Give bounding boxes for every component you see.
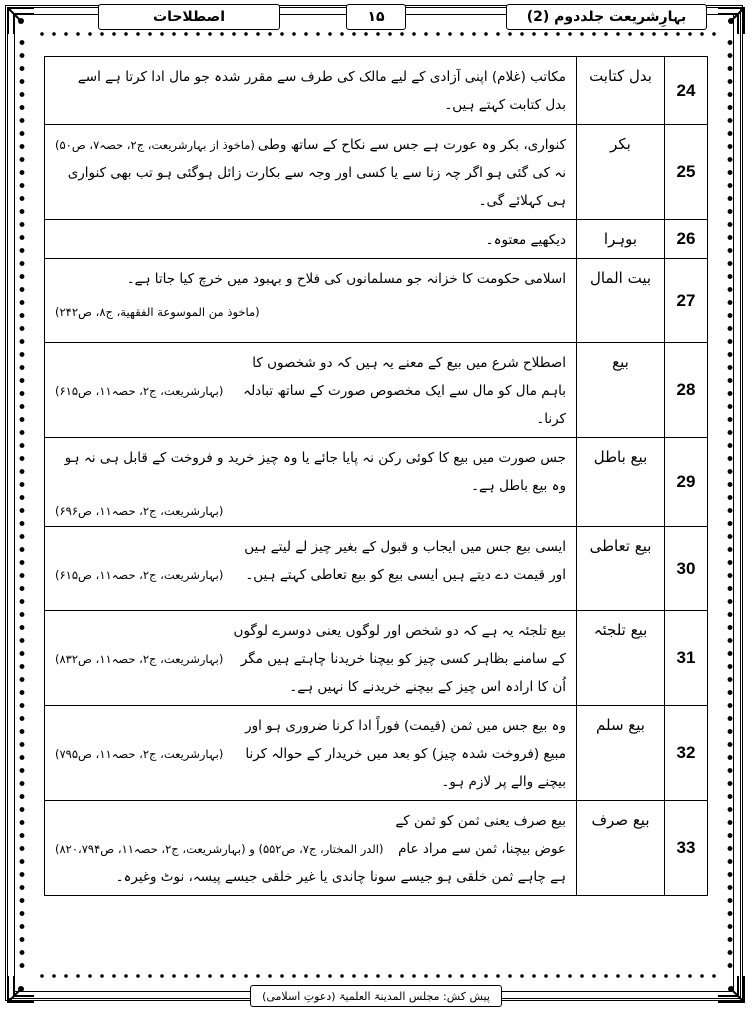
definition-cell [45, 611, 577, 706]
row-number: 27 [665, 259, 708, 343]
row-number: 29 [665, 438, 708, 527]
definition-cell [45, 220, 577, 259]
definition-text: بیع تلجئہ یہ ہے کہ دو شخص اور لوگوں یعنی دوسرے لوگوں کے سامنے بظاہر کسی چیز کو بیچنا خریدنا چاہتے ہیں مگر اُن کا ارادہ اس چیز کے بیچنے خریدنے کا نہیں ہے۔ [233, 623, 566, 695]
term-cell: بیع صرف [577, 801, 665, 896]
table-row [45, 125, 708, 220]
table-row [45, 527, 708, 611]
definition-text: وہ بیع جس میں ثمن (قیمت) فوراً ادا کرنا ضروری ہو اور مبیع (فروخت شدہ چیز) کو بعد میں خریدار کے حوالہ کرنا بیچنے والے پر لازم ہو۔ [245, 718, 566, 790]
corner-ornament-icon [6, 974, 36, 1004]
term-cell: بیع تعاطی [577, 527, 665, 611]
definition-text: کنواری، بکر وہ عورت ہے جس سے نکاح کے ساتھ وطی نہ کی گئی ہو اگر چہ زنا سے یا کسی اور وجہ سے بکارت زائل ہوگئی ہو تب بھی کنواری ہی کہلائے گی۔ [67, 137, 566, 209]
term-cell: بیع سلم [577, 706, 665, 801]
definition-text: دیکھیے معتوہ۔ [485, 232, 566, 248]
table-row [45, 57, 708, 125]
definition-text: اسلامی حکومت کا خزانہ جو مسلمانوں کی فلاح و بہبود میں خرچ کیا جاتا ہے۔ [126, 271, 566, 287]
reference-text: (ماخوذ من الموسوعة الفقهية، ج۸، ص۲۴۲) [55, 305, 260, 319]
table-row [45, 611, 708, 706]
definition-cell [45, 343, 577, 438]
definition-text: بیع صرف یعنی ثمن کو ثمن کے عوض بیچنا، ثمن سے مراد عام ہے چاہے ثمن خلقی ہو جیسے سونا چاندی یا غیر خلقی جیسے پیسہ، نوٹ وغیرہ۔ [115, 813, 566, 885]
table-row [45, 343, 708, 438]
page-number: ۱۵ [346, 4, 406, 30]
definition-cell [45, 527, 577, 611]
definition-cell [45, 706, 577, 801]
definition-cell [45, 259, 577, 343]
reference-text: (بہارشریعت، ج۲، حصہ۱۱، ص۸۳۲) [55, 652, 224, 666]
term-cell: بوہرا [577, 220, 665, 259]
table-row [45, 801, 708, 896]
row-number: 25 [665, 125, 708, 220]
definition-cell [45, 438, 577, 527]
corner-ornament-icon [716, 6, 746, 36]
table-row [45, 220, 708, 259]
definition-cell [45, 125, 577, 220]
table-row [45, 259, 708, 343]
row-number: 30 [665, 527, 708, 611]
bottom-dotted-border [36, 972, 716, 980]
section-title: اصطلاحات [98, 4, 280, 30]
corner-ornament-icon [716, 974, 746, 1004]
book-title: بہارِشریعت جلددوم (2) [506, 4, 707, 30]
row-number: 31 [665, 611, 708, 706]
reference-text: (بہارشریعت، ج۲، حصہ۱۱، ص۶۱۵) [55, 568, 224, 582]
table-row [45, 706, 708, 801]
row-number: 24 [665, 57, 708, 125]
row-number: 28 [665, 343, 708, 438]
term-cell: بیع [577, 343, 665, 438]
corner-ornament-icon [6, 6, 36, 36]
row-number: 32 [665, 706, 708, 801]
definition-text: جس صورت میں بیع کا کوئی رکن نہ پایا جائے یا وہ چیز خرید و فروخت کے قابل ہی نہ ہو وہ بیع باطل ہے۔ [64, 450, 566, 494]
definition-text: مکاتب (غلام) اپنی آزادی کے لیے مالک کی طرف سے مقرر شدہ جو مال ادا کرتا ہے اسے بدل کتابت کہتے ہیں۔ [77, 69, 566, 113]
term-cell: بیت المال [577, 259, 665, 343]
reference-text: (ماخوذ از بہارشریعت، ج۲، حصہ۷، ص۵۰) [55, 138, 255, 152]
reference-text: (بہارشریعت، ج۲، حصہ۱۱، ص۶۱۵) [55, 384, 224, 398]
reference-text: (بہارشریعت، ج۲، حصہ۱۱، ص۶۹۶) [55, 504, 224, 518]
definition-cell [45, 57, 577, 125]
reference-text: (الدر المختار، ج۷، ص۵۵۲) و (بہارشریعت، ج۲، حصہ۱۱، ص۸۲۰،۷۹۴) [55, 842, 384, 856]
definition-cell [45, 801, 577, 896]
top-dotted-border [36, 30, 716, 38]
term-cell: بیع تلجئہ [577, 611, 665, 706]
row-number: 26 [665, 220, 708, 259]
reference-text: (بہارشریعت، ج۲، حصہ۱۱، ص۷۹۵) [55, 747, 224, 761]
right-dotted-border [726, 36, 734, 974]
definition-text: اصطلاح شرع میں بیع کے معنے یہ ہیں کہ دو شخصوں کا باہم مال کو مال سے ایک مخصوص صورت کے ساتھ تبادلہ کرنا۔ [243, 355, 566, 427]
table-row [45, 438, 708, 527]
definition-text: ایسی بیع جس میں ایجاب و قبول کے بغیر چیز لے لیتے ہیں اور قیمت دے دیتے ہیں ایسی بیع کو بیع تعاطی کہتے ہیں۔ [244, 539, 566, 583]
terms-table [44, 56, 708, 896]
left-dotted-border [18, 36, 26, 974]
row-number: 33 [665, 801, 708, 896]
publisher-footer: پیش کش: مجلس المدینۃ العلمیۃ (دعوتِ اسلامی) [250, 985, 502, 1007]
term-cell: بیع باطل [577, 438, 665, 527]
term-cell: بکر [577, 125, 665, 220]
term-cell: بدل کتابت [577, 57, 665, 125]
